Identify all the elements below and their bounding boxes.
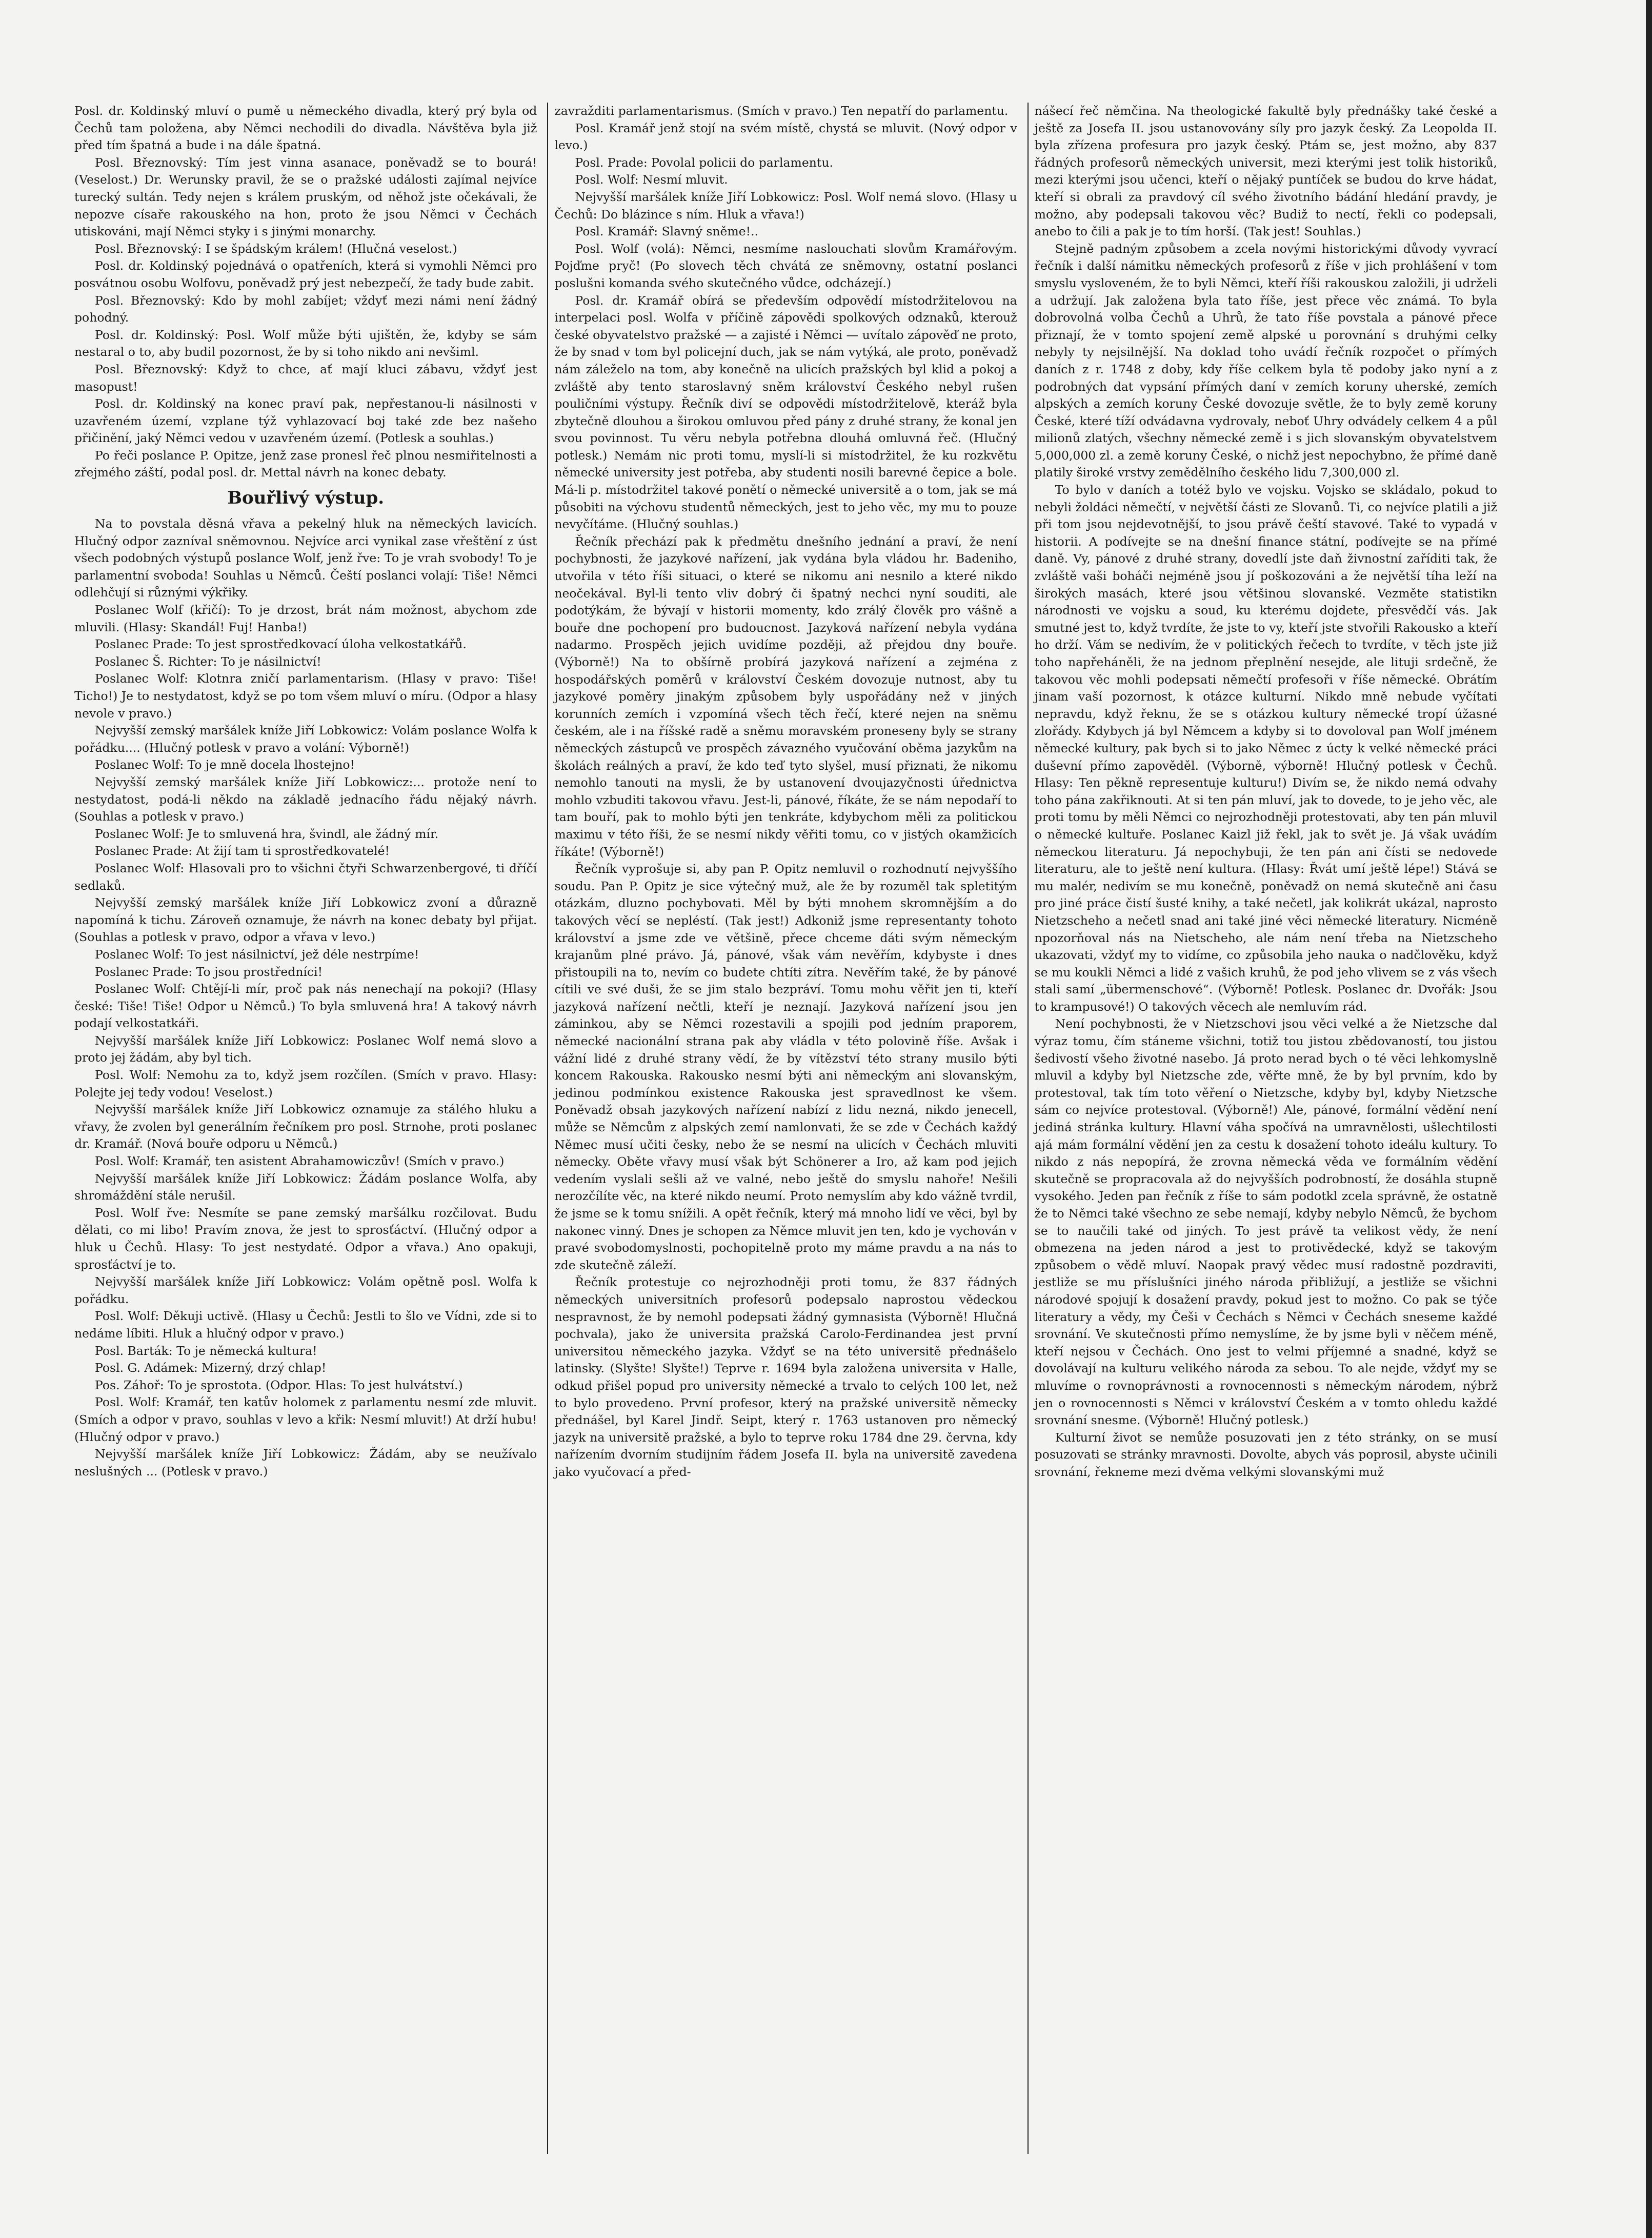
paragraph: Posl. dr. Kramář obírá se především odpovědí místodržitelovou na interpelaci posl. Wolfa v příčině zápovědi spolkových odznaků, kterouž české obyvatelstvo pražské — a zajisté i Němci — uvítalo zápověď ne proto, že by snad v tom byl policejní duch, jak se nám vytýká, ale proto, poněvadž nám záleželo na tom, aby konečně na ulicích pražských byl klid a pokoj a zvláště aby tento staroslavný sněm království Českého nebyl rušen pouličními výstupy. Řečník diví se odpovědi místodržitelově, kteráž byla zbytečně dlouhou a širokou omluvou před pány z druhé strany, že konal jen svou povinnost. Tu věru nebyla potřebna dlouhá omluvná řeč. (Hlučný potlesk.) Nemám nic proti tomu, myslí-li si místodržitel, že ku rozkvětu německé university jest potřeba, aby studenti nosili barevné čepice a bole. Má-li p. místodržitel takové ponětí o německé universitě a o tom, jak se má působiti na výchovu studentů německých, jest to jeho věc, my mu to pouze nevyčítáme. (Hlučný souhlas.) bbox=[554, 293, 1017, 532]
paragraph: Pos. Záhoř: To je sprostota. (Odpor. Hlas: To jest hulvátství.) bbox=[95, 1377, 463, 1392]
paragraph: Posl. dr. Koldinský mluví o pumě u německého divadla, který prý byla od Čechů tam položena, aby Němci nechodili do divadla. Návštěva byla již před tím špatná a bude i na dále špatná. bbox=[74, 104, 537, 153]
paragraph: Posl. Březnovský: Tím jest vinna asanace, poněvadž se to bourá! (Veselost.) Dr. Werunsky pravil, že se o pražské události zajímal nejvíce turecký sultán. Tedy nejen s králem pruským, od něhož jste očekávali, že nepozve císaře rakouského na hon, proto že jsou Němci v Čechách utiskováni, mají Němci styky i s jinými monarchy. bbox=[74, 155, 537, 239]
paragraph: Nejvyšší maršálek kníže Jiří Lobkowicz: Volám opětně posl. Wolfa k pořádku. bbox=[74, 1274, 537, 1306]
text-column-1 bbox=[74, 103, 537, 2154]
paragraph: Posl. Wolf řve: Nesmíte se pane zemský maršálku rozčilovat. Budu dělati, co mi libo! Pravím znova, že jest to sprosťáctví. (Hlučný odpor a hluk u Čechů. Hlasy: To jest nestydaté. Odpor a vřava.) Ano opakuji, sprosťáctví je to. bbox=[74, 1205, 537, 1272]
section-heading: Bouřlivý výstup. bbox=[227, 488, 385, 509]
paragraph: Poslanec Wolf: Je to smluvená hra, švindl, ale žádný mír. bbox=[95, 826, 439, 841]
paragraph: Posl. Kramář jenž stojí na svém místě, chystá se mluvit. (Nový odpor v levo.) bbox=[554, 121, 1017, 153]
paragraph: Řečník protestuje co nejrozhodněji proti tomu, že 837 řádných německých universitních profesorů podepsalo naprostou vědeckou nespravnost, že by nemohl podepsati žádný gymnasista (Výborně! Hlučná pochvala), jako že universita pražská Carolo-Ferdinandea jest první universitou německého jazyka. Vždyť se na této universitě přednášelo latinsky. (Slyšte! Slyšte!) Teprve r. 1694 byla založena universita v Halle, odkud přišel popud pro university německé a trvalo to celých 100 let, než to bylo provedeno. První profesor, který na pražské universitě německy přednášel, byl Karel Jindř. Seipt, který r. 1763 ustanoven pro německý jazyk na universitě pražské, a bylo to teprve roku 1784 dne 29. června, kdy nařízením dvorním studijním řádem Josefa II. byla na universitě zavedena jako vyučovací a před- bbox=[554, 1275, 1017, 1479]
paragraph: Poslanec Prade: To jest sprostředkovací úloha velkostatkářů. bbox=[95, 637, 467, 652]
paragraph: Nejvyšší maršálek kníže Jiří Lobkowicz: Posl. Wolf nemá slovo. (Hlasy u Čechů: Do blázince s ním. Hluk a vřava!) bbox=[554, 189, 1017, 222]
paragraph: Nejvyšší zemský maršálek kníže Jiří Lobkowicz:... protože není to nestydatost, podá-li někdo na základě jednacího řádu nějaký návrh. (Souhlas a potlesk v pravo.) bbox=[74, 774, 537, 824]
paragraph: Posl. Wolf: Kramář, ten asistent Abrahamowiczův! (Smích v pravo.) bbox=[95, 1154, 505, 1169]
paragraph: Na to povstala děsná vřava a pekelný hluk na německých lavicích. Hlučný odpor zazníval sněmovnou. Nejvíce arci vynikal zase vřeštění z úst všech podobných výstupů poslance Wolf, jenž řve: To je vrah svobody! To je parlamentní svoboda! Souhlas u Němců. Čeští poslanci volají: Tiše! Němci odlehčují si různými výkřiky. bbox=[74, 516, 537, 600]
paragraph: Nejvyšší maršálek kníže Jiří Lobkowicz: Žádám, aby se neužívalo neslušných ... (Potlesk v pravo.) bbox=[74, 1447, 537, 1478]
paragraph: nášecí řeč němčina. Na theologické fakultě byly přednášky také české a ještě za Josefa II. jsou ustanovovány síly pro jazyk český. Za Leopolda II. byla zřízena profesura pro jazyk český. Ptám se, jest možno, aby 837 řádných profesorů německých universit, mezi kterými jest tolik historiků, mezi kterými jsou učenci, kteří o nějaký puntíček se budou do krve hádat, kteří si obrali za pravdový cíl svého životního bádání hledání pravdy, je možno, aby podepsali takovou věc? Budiž to nectí, řekli co podepsali, anebo to čili a pak je to tím horší. (Tak jest! Souhlas.) bbox=[1034, 104, 1497, 239]
paragraph: Posl. Kramář: Slavný sněme!.. bbox=[575, 224, 759, 239]
paragraph: zavražditi parlamentarismus. (Smích v pravo.) Ten nepatří do parlamentu. bbox=[554, 104, 1009, 118]
paragraph: Poslanec Wolf: Klotnra zničí parlamentarism. (Hlasy v pravo: Tiše! Ticho!) Je to nestydatost, když se po tom všem mluví o míru. (Odpor a hlasy nevole v pravo.) bbox=[74, 671, 537, 721]
paragraph: Poslanec Wolf: To je mně docela lhostejno! bbox=[95, 757, 355, 772]
newspaper-page bbox=[74, 103, 1497, 2154]
paragraph: To bylo v daních a totéž bylo ve vojsku. Vojsko se skládalo, pokud to nebyli žoldáci němečtí, v největší části ze Slovanů. Ti, co nejvíce platili a již při tom jsou nejdevotnější, to jsou právě čeští stavové. Také to vypadá v historii. A podívejte se na dnešní finance státní, podívejte se na přímé daně. Vy, pánové z druhé strany, dovedlí jste daň živnostní zaříditi tak, že zvláště vaši boháči nejméně jsou jí poškozováni a že největší tíha leží na širokých masách, které jsou většinou slovanské. Vezměte statistikn národnosti ve vojsku a soud, ku kterému dojdete, přesvědčí vás. Jak smutné jest to, když tvrdíte, že jste to vy, kteří jste stvořili Rakousko a kteří ho drží. Vám se nedivím, že v politických řečech to tvrdíte, v těch jste již toho napřeháněli, že na jednom přeplnění nesejde, ale lituji srdečně, že takovou věc mohli podepsati němečtí profesoři v říše německé. Obrátím jinam vaší pozornost, k otázce kulturní. Nikdo mně nebude vyčítati nepravdu, když řeknu, že se s otázkou kultury německé tropí úžasné zlořády. Kdybych já byl Němcem a kdyby si to dovoloval pan Wolf jménem německé kultury, pak bych si to jako Němec z úcty k velké německé práci duševní přímo zapověděl. (Výborně, výborně! Hlučný potlesk v Čechů. Hlasy: Ten pěkně representuje kulturu!) Divím se, že nikdo nemá odvahy toho pána zakřiknouti. At si ten pán mluví, jak to dovede, to je jeho věc, ale proti tomu by měli Němci co nejrozhodněji protestovati, aby ten pán mluvil o německé kultuře. Poslanec Kaizl již řekl, jak to svět je. Já však uvádím německou literaturu. Já nepochybuji, že ten pán ani čísti se nedovede literaturu, ale to ještě není kultura. (Hlasy: Řvát umí ještě lépe!) Stává se mu malér, nedivím se mu konečně, poněvadž on nemá skutečně ani času pro jiné práce čistí šusté knihy, a také nečetl, jak kolikrát ukázal, naprosto Nietzscheho a nečetl snad ani také jiné věci německé literatury. Nicméně npozorňoval nás na Nietscheho, ale nám není třeba na Nietzscheho ukazovati, vždyť my to vidíme, co způsobila jeho nauka o nadčlověku, když se mu koukli Němci a lidé z vašich kruhů, že pod jeho vlivem se z vás všech stali samí „übermenschové“. (Výborně! Potlesk. Poslanec dr. Dvořák: Jsou to krampusové!) O takových věcech ale nemluvím rád. bbox=[1034, 483, 1497, 1014]
paragraph: Posl. Wolf: Děkuji uctivě. (Hlasy u Čechů: Jestli to šlo ve Vídni, zde si to nedáme líbiti. Hluk a hlučný odpor v pravo.) bbox=[74, 1309, 537, 1341]
text-column-2 bbox=[547, 103, 1017, 2154]
paragraph: Posl. dr. Koldinský: Posl. Wolf může býti ujištěn, že, kdyby se sám nestaral o to, aby budil pozornost, že by si toho nikdo ani nevšiml. bbox=[74, 327, 537, 359]
page-edge bbox=[1646, 0, 1652, 2238]
paragraph: Posl. Wolf: Nesmí mluvit. bbox=[575, 172, 728, 187]
paragraph: Po řeči poslance P. Opitze, jenž zase pronesl řeč plnou nesmiřitelnosti a zřejmého záští, podal posl. dr. Mettal návrh na konec debaty. bbox=[74, 448, 537, 480]
paragraph: Kulturní život se nemůže posuzovati jen z této stránky, on se musí posuzovati se stránky mravnosti. Dovolte, abych vás poprosil, abyste učinili srovnání, řekneme mezi dvěma velkými slovanskými muž bbox=[1034, 1430, 1497, 1479]
paragraph: Nejvyšší zemský maršálek kníže Jiří Lobkowicz zvoní a důrazně napomíná k tichu. Zároveň oznamuje, že návrh na konec debaty byl přijat. (Souhlas a potlesk v pravo, odpor a vřava v levo.) bbox=[74, 895, 537, 945]
paragraph: Posl. Březnovský: Když to chce, ať mají kluci zábavu, vždyť jest masopust! bbox=[74, 362, 537, 394]
paragraph: Poslanec Wolf: Hlasovali pro to všichni čtyři Schwarzenbergové, ti dříčí sedlaků. bbox=[74, 861, 537, 893]
paragraph: Posl. Wolf (volá): Němci, nesmíme naslouchati slovům Kramářovým. Pojďme pryč! (Po slovech těch chvátá ze sněmovny, ostatní poslanci poslušni komanda svého skutečného vůdce, odcházejí.) bbox=[554, 241, 1017, 290]
paragraph: Posl. Wolf: Kramář, ten katův holomek z parlamentu nesmí zde mluvit. (Smích a odpor v pravo, souhlas v levo a křik: Nesmí mluvit!) At drží hubu! (Hlučný odpor v pravo.) bbox=[74, 1395, 537, 1444]
paragraph: Posl. Březnovský: Kdo by mohl zabíjet; vždyť mezi námi není žádný pohodný. bbox=[74, 293, 537, 325]
paragraph: Řečník vyprošuje si, aby pan P. Opitz nemluvil o rozhodnutí nejvyššího soudu. Pan P. Opitz je sice výtečný muž, ale že by rozuměl tak spletitým otázkám, dluzno pochybovati. Měl by býti mnohem skromnějším a do takových věcí se nepléstí. (Tak jest!) Adkoniž jsme representanty tohoto království a jsme zde ve většině, přece chceme dáti svým německým krajanům plné právo. Já, pánové, však vám nevěřím, kdybyste i dnes přistoupili na to, nevím co budete chtíti zítra. Nevěřím také, že by pánové cítili ve své duši, že se jim stalo bezpráví. Tomu mohu věřit jen ti, kteří jazyková nařízení nečtli, kteří je neznají. Jazyková nařízení jsou jen záminkou, aby se Němci rozestavili a spojili pod jedním praporem, německé nacionální strana pak aby vládla v této polovině říše. Avšak i vážní lidé z druhé strany vědí, že by vítězství této strany musilo býti koncem Rakouska. Rakousko nesmí býti ani německým ani slovanským, jedinou podmínkou existence Rakouska jest spravedlnost ke všem. Poněvadž obsah jazykových nařízení nabízí z lidu nezná, nikdo jenecell, může se Němcům z alpských zemí namlonvati, že se zde v Čechách každý Němec musí učiti česky, nebo že se nesmí na ulicích v Čechách mluviti německy. Oběte vřavy musí však být Schönerer a Iro, až kam pod jejich vedením vyslali sešli až ve valné, nebo ještě do smyslu nahoře! Nešili nerozčílíte věc, na které nikdo neumí. Proto nemyslím aby kdo vážně tvrdil, že jsme se k tomu snížili. A opět řečník, který má mnoho lidí ve věci, byl by nakonec vinný. Dnes je schopen za Němce mluvit jen ten, kdo je vychován v pravé svobodomyslnosti, pochopitelně proto my máme pravdu a na nás to zde skutečně záleží. bbox=[554, 862, 1017, 1272]
paragraph: Poslanec Wolf (křičí): To je drzost, brát nám možnost, abychom zde mluvili. (Hlasy: Skandál! Fuj! Hanba!) bbox=[74, 603, 537, 634]
paragraph: Poslanec Wolf: To jest násilnictví, jež déle nestrpíme! bbox=[95, 947, 419, 962]
paragraph: Posl. G. Adámek: Mizerný, drzý chlap! bbox=[95, 1361, 327, 1375]
paragraph: Není pochybnosti, že v Nietzschovi jsou věci velké a že Nietzsche dal výraz tomu, čím stáneme všichni, totiž tou jistou zbědovaností, tou jistou šedivostí všeho životné nasebo. Já proto nerad bych o té věci lehkomyslně mluvil a kdyby byl Nietzsche zde, věřte mně, že by byl prvním, kdo by protestoval, tak tím toto věření o Nietzsche, kdyby byl, kdyby Nietzsche sám co nejvíce protestoval. (Výborně!) Ale, pánové, formální vědění není jediná stránka kultury. Hlavní váha spočívá na umravnělosti, ušlechtilosti ajá mám formální vědění jen za cestu k dosažení tohoto ideálu kultury. To nikdo z nás nepopírá, že zrovna německá věda ve formálním vědění skutečně se propracovala až do nejvyšších podrobností, že dosáhla stupně vysokého. Jeden pan řečník z říše to sám podotkl zcela správně, že ostatně že to Němci také všechno ze sebe nemají, kdyby nebylo Němců, že bychom se to naučili také od jiných. To jest právě ta velikost vědy, že není obmezena na jeden národ a jest to protivědecké, když se takovým způsobem o vědě mluví. Naopak pravý vědec musí radostně pozdraviti, jestliže se mu příslušníci jiného národa přibližují, a jestliže se všichni národové spojují k dosažení pravdy, pokud jest to možno. Co pak se týče literatury a vědy, my Češi v Čechách s Němci v Čechách sneseme každé srovnání. Ve skutečnosti přímo nemyslíme, že by jsme byli v něčem méně, kteří nejsou v Čechách. Ono jest to velmi příjemné a snadné, když se dovolávají na kulturu velikého národa za sebou. To ale nejde, vždyť my se mluvíme o rovnoprávnosti a rovnocennosti s německým národem, nýbrž jen o rovnocennosti s Němci v království Českém a v tomto ohledu každé srovnání snesme. (Výborně! Hlučný potlesk.) bbox=[1034, 1016, 1497, 1428]
paragraph: Poslanec Wolf: Chtějí-li mír, proč pak nás nenechají na pokoji? (Hlasy české: Tiše! Tiše! Odpor u Němců.) To byla smluvená hra! A takový návrh podají velkostatkáři. bbox=[74, 982, 537, 1031]
paragraph: Posl. Prade: Povolal policii do parlamentu. bbox=[575, 155, 833, 170]
paragraph: Nejvyšší maršálek kníže Jiří Lobkowicz oznamuje za stálého hluku a vřavy, že zvolen byl generálním řečníkem pro posl. Strnohe, proti poslanec dr. Kramář. (Nová bouře odporu u Němců.) bbox=[74, 1102, 537, 1151]
paragraph: Poslanec Š. Richter: To je násilnictví! bbox=[95, 654, 321, 669]
paragraph: Stejně padným způsobem a zcela novými historickými důvody vyvrací řečník i další námitku německých profesorů z říše v jich prohlášení v tom smyslu vysloveném, že to byli Němci, kteří říši rakouskou založili, ji udrželi a udržují. Jak založena byla tato říše, jest přece věc známá. To byla dobrovolná volba Čechů a Uhrů, že tato říše povstala a pánové přece přiznají, že v tomto spojení země alpské u porovnání s druhými celky nebyly ty nejsilnější. Na doklad toho uvádí řečník rozpočet o přímých daních z r. 1748 z doby, kdy říše celkem byla tě podoby jako nyní a z podrobných dat vypsání přímých daní v zemích koruny uherské, zemích alpských a zemích koruny České dovozuje světle, že to byly země koruny České, které tíží odvádavna vydrovaly, neboť Uhry odvádely celkem 4 a půl milionů zlatých, všechny německé země i s jich slovanským obyvatelstvem 5,000,000 zl. a země koruny České, o nichž jest nepochybno, že přímé daně platily široké vrstvy zemědělního českého lidu 7,300,000 zl. bbox=[1034, 241, 1497, 480]
paragraph: Posl. dr. Koldinský pojednává o opatřeních, která si vymohli Němci pro posvátnou osobu Wolfovu, poněvadž prý jest nebezpečí, že tady bude zabit. bbox=[74, 258, 537, 290]
paragraph: Posl. Březnovský: I se špádským králem! (Hlučná veselost.) bbox=[95, 241, 457, 256]
text-column-3 bbox=[1028, 103, 1497, 2154]
paragraph: Poslanec Prade: To jsou prostředníci! bbox=[95, 964, 323, 979]
paragraph: Posl. Wolf: Nemohu za to, když jsem rozčílen. (Smích v pravo. Hlasy: Polejte jej tedy vodou! Veselost.) bbox=[74, 1068, 537, 1100]
paragraph: Posl. Barták: To je německá kultura! bbox=[95, 1343, 317, 1358]
paragraph: Nejvyšší maršálek kníže Jiří Lobkowicz: Poslanec Wolf nemá slovo a proto jej žádám, aby byl tich. bbox=[74, 1033, 537, 1065]
paragraph: Nejvyšší maršálek kníže Jiří Lobkowicz: Žádám poslance Wolfa, aby shromáždění stále nerušil. bbox=[74, 1171, 537, 1203]
paragraph: Řečník přechází pak k předmětu dnešního jednání a praví, že není pochybnosti, že jazykové nařízení, jak vydána byla vládou hr. Badeniho, utvořila v této říši situaci, o které se nikomu ani nesnilo a které nikdo neočekával. Byl-li tento vliv dobrý či špatný nechci nyní souditi, ale podotýkám, že bývají v historii momenty, kdo zrálý člověk pro vášně a bouře dne pochopení pro budoucnost. Jazyková nařízení nebyla vydána nadarmo. Prospěch jejich uvidíme později, až přejdou dny bouře. (Výborně!) Na to obšírně probírá jazyková nařízení a zejména z hospodářských poměrů v království Českém dovozuje nutnost, aby tu jazykové poměry jinakým způsobem byly uspořádány než v jiných korunních zemích i vzpomíná všech těch řečí, které nejen na sněmu českém, ale i na říšské radě a sněmu moravském proneseny byly se strany německých zástupců ve prospěch závazného vyučování oběma jazykům na školách reálných a praví, že kdo teď tyto slyšel, musí přiznati, že nikomu nemohlo tanouti na mysli, že by ustanovení dvoujazyčnosti úřednictva mohlo vzbuditi takovou vřavu. Jest-li, pánové, říkáte, že se nám nepodaří to tam bouří, pak to mohlo býti jen tenkráte, kdybychom měli za politickou maximu v této říši, že se nesmí nikdy věřiti tomu, co v jistých okamžicích říkáte! (Výborně!) bbox=[554, 534, 1017, 859]
paragraph: Posl. dr. Koldinský na konec praví pak, nepřestanou-li násilnosti v uzavřeném území, vzplane týž vyhlazovací boj také zde bez našeho přičinění, jaký Němci vedou v uzavřeném území. (Potlesk a souhlas.) bbox=[74, 396, 537, 446]
paragraph: Nejvyšší zemský maršálek kníže Jiří Lobkowicz: Volám poslance Wolfa k pořádku.... (Hlučný potlesk v pravo a volání: Výborně!) bbox=[74, 723, 537, 755]
paragraph: Poslanec Prade: At žijí tam ti sprostředkovatelé! bbox=[95, 844, 390, 858]
